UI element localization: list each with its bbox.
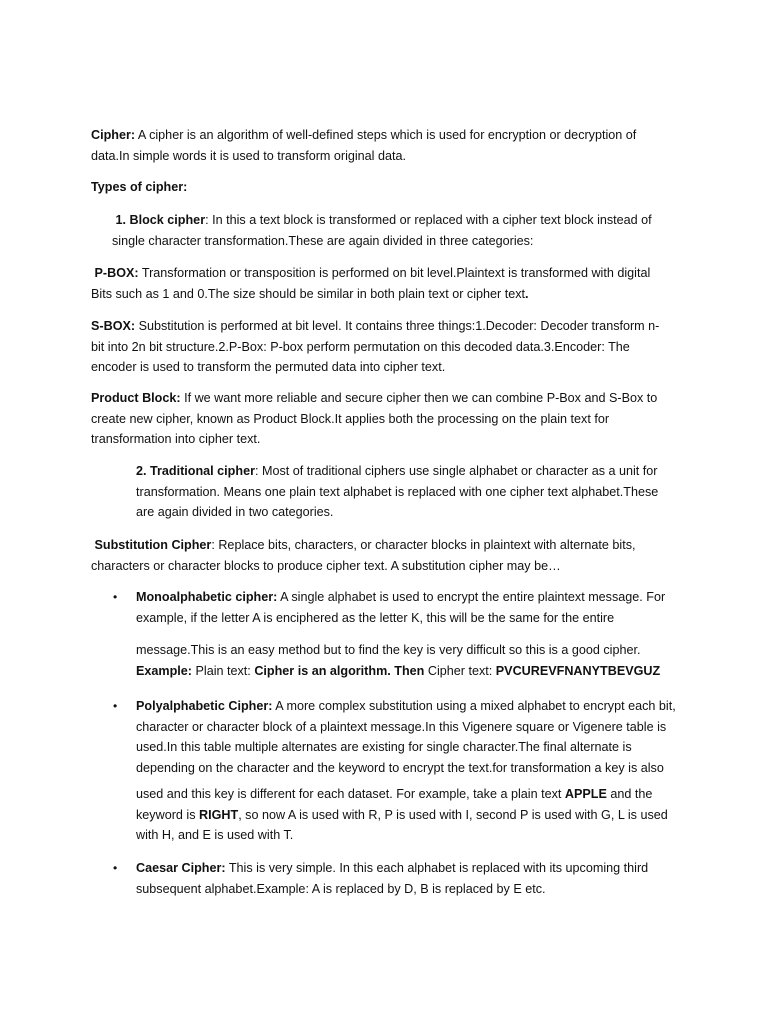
example-cipher-text: PVCUREVFNANYTBEVGUZ	[495, 663, 661, 678]
block-cipher-line-1	[112, 210, 652, 231]
polyalphabetic-line-7: with H, and E is used with T.	[136, 828, 294, 842]
types-heading-text: Types of cipher:	[91, 180, 188, 194]
substitution-line-1	[91, 535, 636, 556]
cipher-definition-text-1: A cipher is an algorithm of well-defined steps which is used for encryption or decryption of	[135, 128, 637, 142]
product-block-line-1	[91, 388, 657, 409]
sbox-line-3: encoder is used to transform the permuted data into cipher text.	[91, 360, 446, 374]
block-cipher-item	[112, 210, 652, 251]
traditional-cipher-item	[136, 461, 658, 523]
polyalphabetic-continued	[136, 784, 668, 846]
product-block-label: Product Block:	[91, 391, 181, 405]
sbox-label: S-BOX:	[91, 319, 136, 333]
example-label: Example:	[136, 663, 192, 678]
traditional-label: 2. Traditional cipher	[136, 464, 255, 478]
pbox-label: P-BOX:	[94, 266, 139, 280]
polyalphabetic-line-3: used.In this table multiple alternates are existing for single character.The final alternate is	[136, 740, 632, 754]
monoalphabetic-item	[136, 587, 665, 628]
substitution-line-2: characters or character blocks to produce cipher text. A substitution cipher may be…	[91, 558, 561, 573]
monoalphabetic-example	[136, 661, 660, 682]
polyalphabetic-text-5c: and the	[606, 787, 653, 801]
pbox-line-2	[91, 284, 650, 305]
traditional-line-1	[136, 461, 658, 482]
polyalphabetic-label: Polyalphabetic Cipher:	[136, 699, 273, 713]
pbox-paragraph	[91, 263, 650, 304]
product-block-line-3: transformation into cipher text.	[91, 432, 261, 446]
caesar-text-1: This is very simple. In this each alphabet is replaced with its upcoming third	[225, 861, 649, 875]
product-block-text-1: If we want more reliable and secure cipher then we can combine P-Box and S-Box to	[180, 391, 658, 405]
monoalphabetic-text-1: A single alphabet is used to encrypt the entire plaintext message. For	[277, 590, 666, 604]
polyalphabetic-text-6c: , so now A is used with R, P is used with I, second P is used with G, L is used	[238, 807, 668, 822]
sbox-text-1: Substitution is performed at bit level. It contains three things:1.Decoder: Decoder transform n-	[135, 319, 660, 333]
traditional-text-1: : Most of traditional ciphers use single alphabet or character as a unit for	[254, 464, 658, 478]
monoalphabetic-line-2: example, if the letter A is enciphered as the letter K, this will be the same for the entire	[136, 610, 615, 625]
monoalphabetic-continued	[136, 640, 660, 681]
caesar-line-1	[136, 858, 648, 879]
polyalphabetic-text-1: A more complex substitution using a mixed alphabet to encrypt each bit,	[272, 699, 676, 713]
bullet-marker: •	[113, 590, 118, 604]
sbox-paragraph	[91, 316, 659, 378]
pbox-line-1	[91, 263, 650, 284]
block-cipher-label: 1. Block cipher	[115, 213, 206, 227]
substitution-cipher-paragraph	[91, 535, 636, 576]
cipher-label: Cipher:	[91, 128, 136, 142]
polyalphabetic-line-1	[136, 696, 676, 717]
traditional-line-3: are again divided in two categories.	[136, 505, 334, 519]
pbox-period: .	[525, 286, 529, 301]
keyword-right: RIGHT	[199, 807, 239, 822]
example-cipher-label: Cipher text:	[424, 663, 496, 678]
block-cipher-line-2: single character transformation.These are again divided in three categories:	[112, 233, 534, 248]
bullet-marker: •	[113, 699, 118, 713]
product-block-paragraph	[91, 388, 657, 450]
block-cipher-text-1: : In this a text block is transformed or replaced with a cipher text block instead of	[205, 213, 652, 227]
polyalphabetic-line-2: character or character block of a plaintext message.In this Vigenere square or Vigenere table is	[136, 719, 667, 734]
substitution-label: Substitution Cipher	[94, 538, 212, 552]
types-heading	[91, 177, 187, 198]
cipher-definition-line-2: data.In simple words it is used to transform original data.	[91, 148, 406, 163]
product-block-line-2: create new cipher, known as Product Block.It applies both the processing on the plain text for	[91, 411, 610, 426]
polyalphabetic-line-4: depending on the character and the keyword to encrypt the text.for transformation a key is also	[136, 760, 664, 775]
plaintext-apple: APPLE	[564, 787, 607, 801]
caesar-label: Caesar Cipher:	[136, 861, 226, 875]
polyalphabetic-item	[136, 696, 676, 778]
monoalphabetic-line-3: message.This is an easy method but to find the key is very difficult so this is a good cipher.	[136, 643, 641, 657]
example-plain-text: Cipher is an algorithm. Then	[254, 663, 425, 678]
sbox-line-2: bit into 2n bit structure.2.P-Box: P-box perform permutation on this decoded data.3.Encoder: The	[91, 339, 630, 354]
sbox-line-1	[91, 316, 659, 337]
monoalphabetic-label: Monoalphabetic cipher:	[136, 590, 278, 604]
caesar-line-2: subsequent alphabet.Example: A is replaced by D, B is replaced by E etc.	[136, 881, 546, 896]
example-plain-label: Plain text:	[192, 663, 255, 678]
caesar-item	[136, 858, 648, 899]
polyalphabetic-text-6a: keyword is	[136, 807, 199, 822]
pbox-text-1: Transformation or transposition is performed on bit level.Plaintext is transformed with digital	[138, 266, 651, 280]
polyalphabetic-line-5	[136, 784, 668, 805]
cipher-definition	[91, 125, 636, 166]
monoalphabetic-line-1	[136, 587, 665, 608]
bullet-marker: •	[113, 861, 118, 875]
substitution-text-1: : Replace bits, characters, or character blocks in plaintext with alternate bits,	[211, 538, 636, 552]
pbox-text-2: Bits such as 1 and 0.The size should be similar in both plain text or cipher text	[91, 286, 526, 301]
polyalphabetic-line-6	[136, 805, 668, 826]
cipher-definition-line-1	[91, 125, 636, 146]
traditional-line-2: transformation. Means one plain text alphabet is replaced with one cipher text alphabet.These	[136, 484, 659, 499]
polyalphabetic-text-5a: used and this key is different for each dataset. For example, take a plain text	[136, 787, 565, 801]
